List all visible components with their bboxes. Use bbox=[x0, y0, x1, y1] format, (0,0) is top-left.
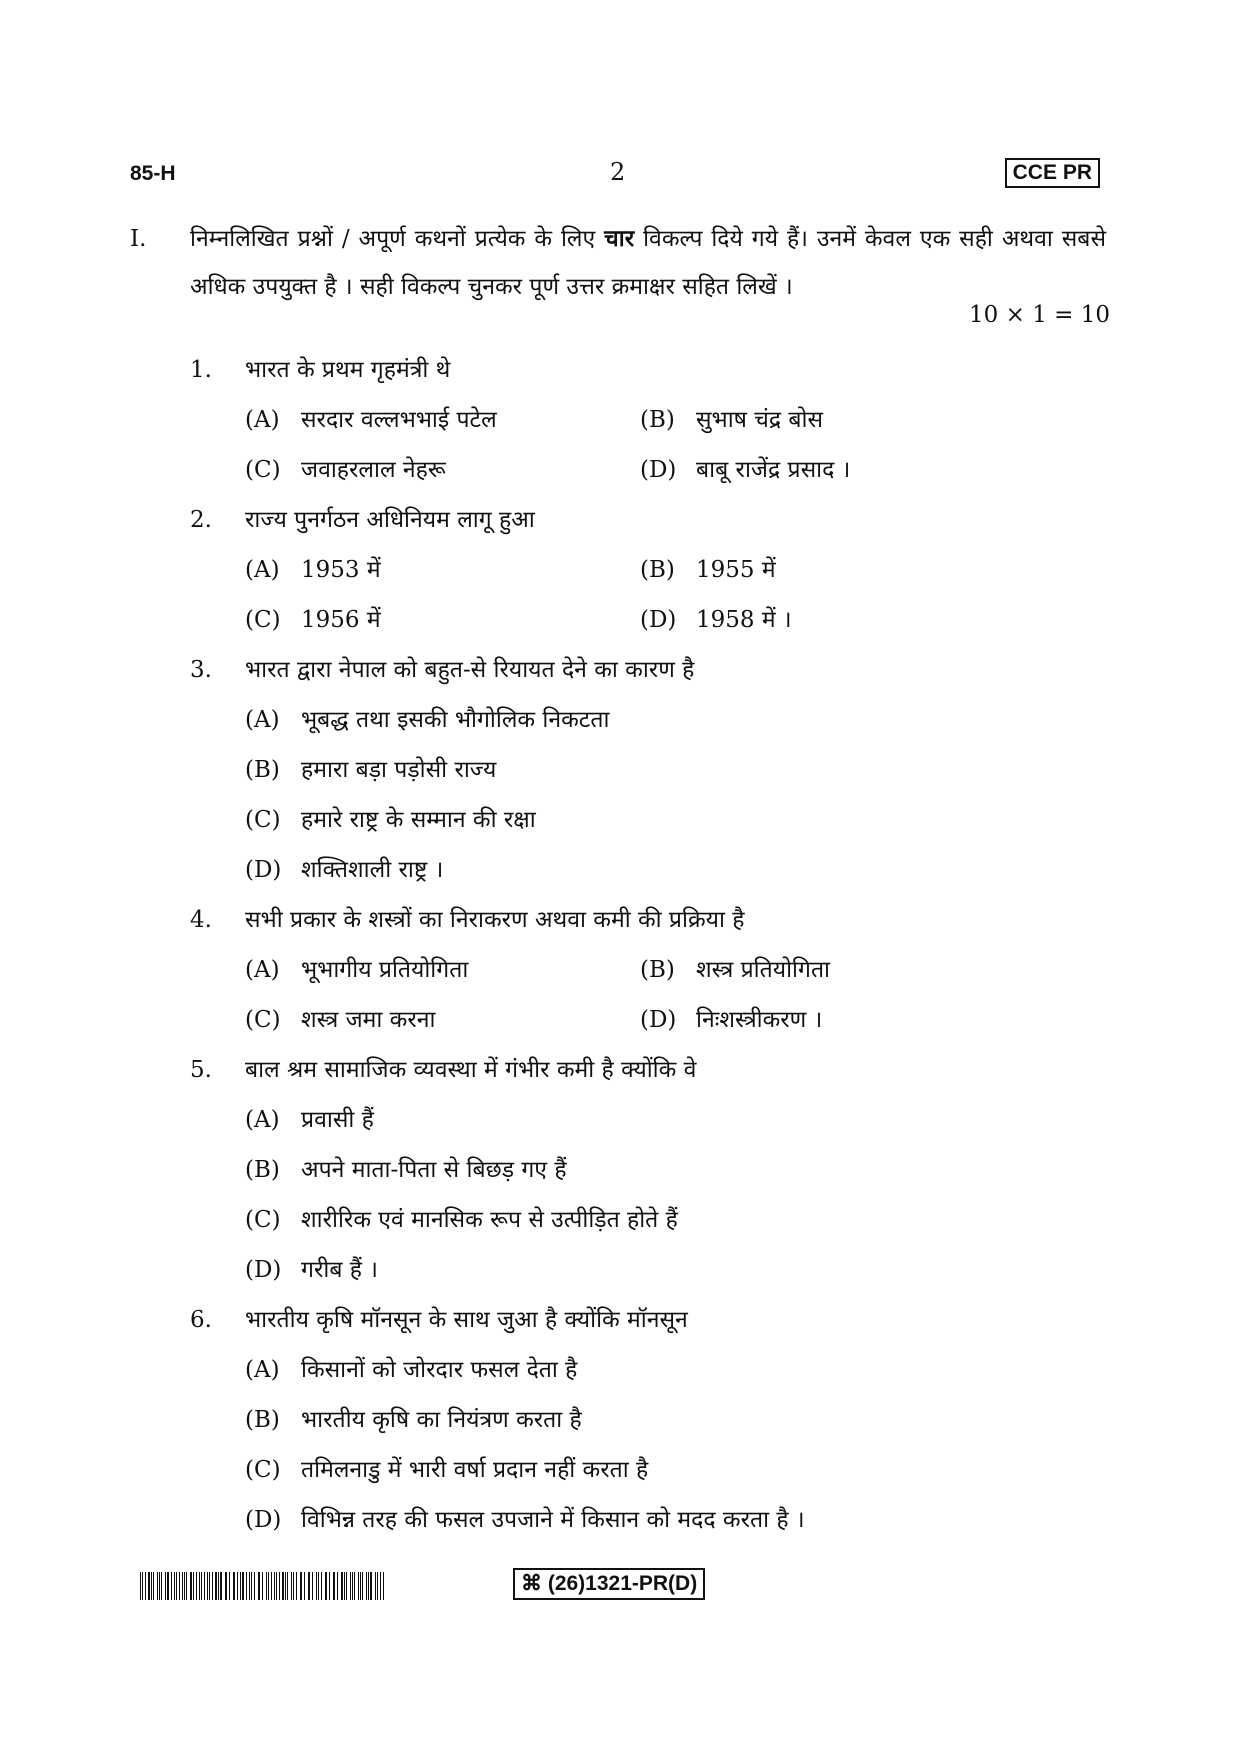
option-label: (A) bbox=[245, 1107, 280, 1133]
option-b bbox=[245, 745, 496, 795]
barcode-bar bbox=[184, 1572, 185, 1600]
question-5 bbox=[190, 1045, 1110, 1095]
option-label: (B) bbox=[245, 757, 280, 783]
barcode-bar bbox=[321, 1572, 322, 1600]
instruction-text: निम्नलिखित प्रश्नों / अपूर्ण कथनों प्रत्येक के लिए चार विकल्प दिये गये हैं। उनमें केवल एक सही अथवा सबसे अधिक उपयुक्त है । सही विकल्प चुनकर पूर्ण उत्तर क्रमाक्षर सहित लिखें । bbox=[190, 225, 1106, 300]
option-text: बाबू राजेंद्र प्रसाद । bbox=[696, 457, 851, 483]
footer-code: ⌘ (26)1321-PR(D) bbox=[513, 1568, 705, 1600]
barcode-bar bbox=[350, 1572, 351, 1600]
option-d bbox=[640, 595, 792, 645]
option-row bbox=[190, 545, 1110, 595]
option-text: शक्तिशाली राष्ट्र । bbox=[301, 857, 444, 883]
option-label: (A) bbox=[245, 707, 280, 733]
barcode-bar bbox=[207, 1572, 208, 1600]
option-c bbox=[245, 595, 381, 645]
barcode-bar bbox=[193, 1572, 194, 1600]
barcode-bar bbox=[234, 1572, 235, 1600]
option-row bbox=[190, 845, 1110, 895]
option-c bbox=[245, 1445, 648, 1495]
barcode-bar bbox=[186, 1572, 187, 1600]
marks-allocation: 10 × 1 = 10 bbox=[969, 302, 1110, 328]
option-label: (B) bbox=[640, 407, 675, 433]
barcode-bar bbox=[301, 1572, 302, 1600]
question-text: भारत के प्रथम गृहमंत्री थे bbox=[245, 357, 451, 383]
question-number: 6. bbox=[190, 1307, 212, 1333]
option-c bbox=[245, 445, 446, 495]
barcode-bar bbox=[318, 1572, 320, 1600]
option-a bbox=[245, 395, 497, 445]
option-label: (B) bbox=[640, 557, 675, 583]
page-number: 2 bbox=[610, 158, 626, 186]
option-label: (C) bbox=[245, 807, 281, 833]
question-number: 3. bbox=[190, 657, 212, 683]
barcode-bar bbox=[246, 1572, 247, 1600]
option-text: शस्त्र प्रतियोगिता bbox=[696, 957, 831, 983]
question-6 bbox=[190, 1295, 1110, 1345]
section-number: I. bbox=[130, 226, 147, 252]
option-text: शारीरिक एवं मानसिक रूप से उत्पीड़ित होते हैं bbox=[301, 1207, 678, 1233]
option-text: जवाहरलाल नेहरू bbox=[301, 457, 446, 483]
option-label: (D) bbox=[640, 1007, 677, 1033]
question-text: सभी प्रकार के शस्त्रों का निराकरण अथवा कमी की प्रक्रिया है bbox=[245, 907, 745, 933]
barcode-bar bbox=[258, 1572, 259, 1600]
page-header bbox=[130, 158, 1100, 190]
question-4 bbox=[190, 895, 1110, 945]
barcode-bar bbox=[151, 1572, 152, 1600]
option-d bbox=[640, 995, 822, 1045]
option-label: (A) bbox=[245, 957, 280, 983]
barcode-bar bbox=[377, 1572, 378, 1600]
option-text: हमारे राष्ट्र के सम्मान की रक्षा bbox=[301, 807, 536, 833]
option-row bbox=[190, 1145, 1110, 1195]
option-row bbox=[190, 945, 1110, 995]
option-row bbox=[190, 595, 1110, 645]
option-label: (C) bbox=[245, 607, 281, 633]
option-d bbox=[245, 845, 443, 895]
option-b bbox=[640, 945, 830, 995]
barcode-bar bbox=[179, 1572, 180, 1600]
paper-code: 85-H bbox=[130, 162, 176, 185]
question-number: 4. bbox=[190, 907, 212, 933]
question-text: भारत द्वारा नेपाल को बहुत-से रियायत देने का कारण है bbox=[245, 657, 695, 683]
option-label: (B) bbox=[245, 1407, 280, 1433]
barcode-bar bbox=[148, 1572, 150, 1600]
barcode-bar bbox=[341, 1572, 343, 1600]
barcode-bar bbox=[309, 1572, 310, 1600]
option-a bbox=[245, 945, 468, 995]
option-label: (C) bbox=[245, 1457, 281, 1483]
option-b bbox=[640, 395, 823, 445]
barcode-bar bbox=[196, 1572, 197, 1600]
page-footer bbox=[140, 1568, 1100, 1604]
option-b bbox=[640, 545, 776, 595]
option-b bbox=[245, 1145, 567, 1195]
barcode-bar bbox=[334, 1572, 335, 1600]
question-number: 1. bbox=[190, 357, 212, 383]
barcode-bar bbox=[259, 1572, 260, 1600]
question-text: बाल श्रम सामाजिक व्यवस्था में गंभीर कमी है क्योंकि वे bbox=[245, 1057, 697, 1083]
option-row bbox=[190, 1495, 1110, 1545]
option-label: (D) bbox=[640, 457, 677, 483]
barcode-bar bbox=[293, 1572, 294, 1600]
barcode-bar bbox=[279, 1572, 280, 1600]
barcode-bar bbox=[268, 1572, 269, 1600]
option-row bbox=[190, 1345, 1110, 1395]
barcode-bar bbox=[383, 1572, 384, 1600]
option-label: (C) bbox=[245, 1207, 281, 1233]
barcode-bar bbox=[220, 1572, 221, 1600]
option-label: (B) bbox=[640, 957, 675, 983]
option-row bbox=[190, 995, 1110, 1045]
question-1 bbox=[190, 345, 1110, 395]
barcode-bar bbox=[360, 1572, 361, 1600]
barcode-bar bbox=[316, 1572, 317, 1600]
question-text: राज्य पुनर्गठन अधिनियम लागू हुआ bbox=[245, 507, 535, 533]
barcode-bar bbox=[174, 1572, 175, 1600]
option-row bbox=[190, 395, 1110, 445]
barcode-bar bbox=[212, 1572, 213, 1600]
option-text: 1956 में bbox=[301, 607, 381, 633]
barcode-bar bbox=[333, 1572, 334, 1600]
barcode-bar bbox=[344, 1572, 345, 1600]
barcode-bar bbox=[291, 1572, 293, 1600]
option-row bbox=[190, 745, 1110, 795]
barcode-bar bbox=[308, 1572, 309, 1600]
option-row bbox=[190, 695, 1110, 745]
option-c bbox=[245, 795, 536, 845]
barcode-bar bbox=[276, 1572, 277, 1600]
barcode-bar bbox=[142, 1572, 143, 1600]
barcode-bar bbox=[182, 1572, 183, 1600]
question-list bbox=[190, 345, 1110, 1545]
barcode-bar bbox=[287, 1572, 288, 1600]
barcode-bar bbox=[167, 1572, 169, 1600]
option-text: शस्त्र जमा करना bbox=[301, 1007, 436, 1033]
option-text: विभिन्न तरह की फसल उपजाने में किसान को मदद करता है । bbox=[301, 1507, 805, 1533]
barcode-bar bbox=[229, 1572, 230, 1600]
option-row bbox=[190, 1445, 1110, 1495]
option-label: (D) bbox=[640, 607, 677, 633]
barcode-bar bbox=[326, 1572, 327, 1600]
barcode-bar bbox=[225, 1572, 226, 1600]
option-d bbox=[245, 1495, 805, 1545]
barcode-bar bbox=[201, 1572, 202, 1600]
option-row bbox=[190, 1195, 1110, 1245]
barcode-bar bbox=[354, 1572, 355, 1600]
exam-type-badge: CCE PR bbox=[1005, 158, 1100, 188]
barcode-bar bbox=[271, 1572, 272, 1600]
barcode-bar bbox=[204, 1572, 205, 1600]
option-text: गरीब हैं । bbox=[301, 1257, 378, 1283]
option-label: (D) bbox=[245, 1257, 282, 1283]
barcode-bar bbox=[329, 1572, 330, 1600]
option-a bbox=[245, 695, 609, 745]
barcode-bar bbox=[254, 1572, 255, 1600]
option-text: प्रवासी हैं bbox=[301, 1107, 374, 1133]
option-a bbox=[245, 1345, 577, 1395]
barcode-bar bbox=[199, 1572, 200, 1600]
option-b bbox=[245, 1395, 582, 1445]
option-text: निःशस्त्रीकरण । bbox=[696, 1007, 823, 1033]
barcode-bar bbox=[153, 1572, 154, 1600]
barcode-bar bbox=[242, 1572, 244, 1600]
option-row bbox=[190, 1395, 1110, 1445]
barcode-bar bbox=[282, 1572, 283, 1600]
barcode-bar bbox=[161, 1572, 162, 1600]
option-text: 1958 में । bbox=[696, 607, 792, 633]
option-text: 1953 में bbox=[301, 557, 381, 583]
barcode-bar bbox=[358, 1572, 359, 1600]
barcode-bar bbox=[226, 1572, 227, 1600]
barcode-bar bbox=[171, 1572, 172, 1600]
barcode-bar bbox=[300, 1572, 301, 1600]
barcode-bar bbox=[262, 1572, 263, 1600]
option-text: भूभागीय प्रतियोगिता bbox=[301, 957, 469, 983]
barcode-bar bbox=[159, 1572, 160, 1600]
option-text: 1955 में bbox=[696, 557, 776, 583]
question-text: भारतीय कृषि मॉनसून के साथ जुआ है क्योंकि मॉनसून bbox=[245, 1307, 688, 1333]
option-text: हमारा बड़ा पड़ोसी राज्य bbox=[301, 757, 497, 783]
option-a bbox=[245, 545, 381, 595]
barcode-bar bbox=[325, 1572, 326, 1600]
option-text: भारतीय कृषि का नियंत्रण करता है bbox=[301, 1407, 582, 1433]
question-number: 2. bbox=[190, 507, 212, 533]
barcode-bar bbox=[140, 1572, 141, 1600]
option-d bbox=[245, 1245, 378, 1295]
option-row bbox=[190, 1095, 1110, 1145]
option-label: (A) bbox=[245, 1357, 280, 1383]
barcode-bar bbox=[285, 1572, 286, 1600]
instruction-bold-word: चार bbox=[604, 225, 635, 252]
option-text: सरदार वल्लभभाई पटेल bbox=[301, 407, 497, 433]
barcode-bar bbox=[296, 1572, 297, 1600]
option-text: तमिलनाडु में भारी वर्षा प्रदान नहीं करता है bbox=[301, 1457, 649, 1483]
option-label: (D) bbox=[245, 857, 282, 883]
barcode-bar bbox=[157, 1572, 158, 1600]
option-text: किसानों को जोरदार फसल देता है bbox=[301, 1357, 578, 1383]
option-a bbox=[245, 1095, 374, 1145]
barcode-bar bbox=[251, 1572, 252, 1600]
option-label: (B) bbox=[245, 1157, 280, 1183]
question-number: 5. bbox=[190, 1057, 212, 1083]
option-c bbox=[245, 995, 435, 1045]
option-label: (C) bbox=[245, 457, 281, 483]
barcode-bar bbox=[274, 1572, 275, 1600]
question-3 bbox=[190, 645, 1110, 695]
barcode-bar bbox=[362, 1572, 363, 1600]
barcode-bar bbox=[165, 1572, 166, 1600]
barcode-bar bbox=[249, 1572, 250, 1600]
barcode-bar bbox=[145, 1572, 146, 1600]
barcode bbox=[140, 1572, 385, 1600]
barcode-bar bbox=[370, 1572, 372, 1600]
option-label: (A) bbox=[245, 407, 280, 433]
barcode-bar bbox=[237, 1572, 238, 1600]
barcode-bar bbox=[366, 1572, 367, 1600]
option-label: (A) bbox=[245, 557, 280, 583]
barcode-bar bbox=[266, 1572, 268, 1600]
option-row bbox=[190, 795, 1110, 845]
option-d bbox=[640, 445, 850, 495]
barcode-bar bbox=[346, 1572, 347, 1600]
barcode-bar bbox=[215, 1572, 217, 1600]
barcode-bar bbox=[352, 1572, 353, 1600]
barcode-bar bbox=[233, 1572, 234, 1600]
barcode-bar bbox=[190, 1572, 192, 1600]
option-row bbox=[190, 1245, 1110, 1295]
barcode-bar bbox=[337, 1572, 338, 1600]
option-text: अपने माता-पिता से बिछड़ गए हैं bbox=[301, 1157, 567, 1183]
barcode-bar bbox=[312, 1572, 313, 1600]
barcode-bar bbox=[209, 1572, 210, 1600]
option-label: (D) bbox=[245, 1507, 282, 1533]
barcode-bar bbox=[304, 1572, 305, 1600]
question-2 bbox=[190, 495, 1110, 545]
barcode-bar bbox=[375, 1572, 376, 1600]
barcode-bar bbox=[368, 1572, 369, 1600]
option-text: भूबद्ध तथा इसकी भौगोलिक निकटता bbox=[301, 707, 610, 733]
barcode-bar bbox=[240, 1572, 241, 1600]
option-c bbox=[245, 1195, 678, 1245]
barcode-bar bbox=[380, 1572, 381, 1600]
option-row bbox=[190, 445, 1110, 495]
barcode-bar bbox=[218, 1572, 219, 1600]
barcode-bar bbox=[176, 1572, 177, 1600]
option-text: सुभाष चंद्र बोस bbox=[696, 407, 824, 433]
option-label: (C) bbox=[245, 1007, 281, 1033]
